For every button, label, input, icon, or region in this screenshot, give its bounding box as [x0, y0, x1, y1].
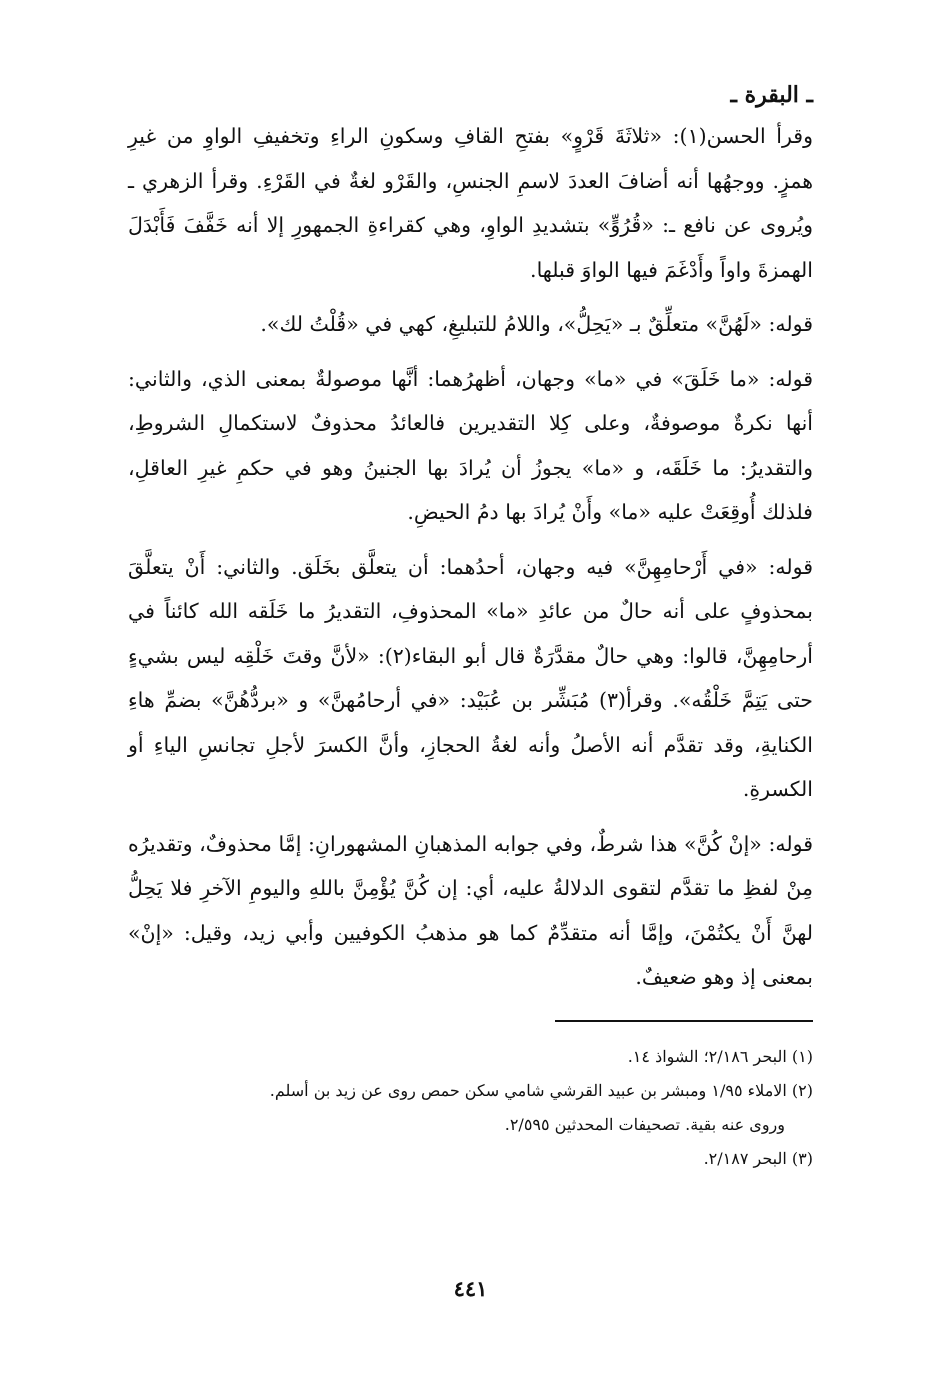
footnote-separator	[555, 1020, 813, 1022]
paragraph-1: وقرأ الحسن(١): «ثلاثَةَ قَرْوٍ» بفتحِ القافِ وسكونِ الراءِ وتخفيفِ الواوِ من غيرِ همزٍ. ووجهُها أنه أضافَ العددَ لاسمِ الجنسِ، والقَرْو لغةٌ في القَرْءِ. وقرأ الزهري ـ ويُروى عن نافع ـ: «قُرُوٍّ» بتشديدِ الواوِ، وهي كقراءةِ الجمهورِ إلا أنه خَفَّفَ فَأَبْدَلَ الهمزةَ واواً وأَدْغَمَ فيها الواوَ قبلها.	[128, 124, 813, 282]
page-number: ٤٤١	[453, 1276, 488, 1301]
running-header: ـ البقرة ـ	[730, 82, 813, 108]
footnote-2-text: (٢) الاملاء ١/٩٥ ومبشر بن عبيد القرشي شامي سكن حمص روى عن زيد بن أسلم.	[269, 1080, 813, 1100]
paragraph-4: قوله: «في أَرْحامِهِنَّ» فيه وجهان، أحدُهما: أن يتعلَّق بخَلَق. والثاني: أَنْ يتعلَّقَ بمحذوفٍ على أنه حالٌ من عائدِ «ما» المحذوفِ، التقديرُ ما خَلَقه الله كائناً في أرحامِهِنَّ، قالوا: وهي حالٌ مقدَّرَةٌ قال أبو البقاء(٢): «لأنَّ وقتَ خَلْقِه ليس بشيءٍ حتى يَتِمَّ خَلْقُه». وقرأ(٣) مُبَشِّر بن عُبَيْد: «في أرحامُهنَّ» و «بردُّهُنَّ» بضمِّ هاءِ الكنايةِ، وقد تقدَّم أنه الأصلُ وأنه لغةُ الحجازِ، وأنَّ الكسرَ لأجلِ تجانسِ الياءِ أو الكسرةِ.	[128, 554, 813, 801]
footnote-3: (٣) البحر ٢/١٨٧.	[703, 1148, 813, 1168]
footnote-2	[128, 1074, 813, 1142]
footnote-1: (١) البحر ٢/١٨٦؛ الشواذ ١٤.	[627, 1046, 813, 1066]
paragraph-5: قوله: «إنْ كُنَّ» هذا شرطٌ، وفي جوابه المذهبانِ المشهورانِ: إمَّا محذوفٌ، وتقديرُه مِنْ لفظِ ما تقدَّم لتقوى الدلالةُ عليه، أي: إن كُنَّ يُؤْمِنَّ باللهِ واليومِ الآخرِ فلا يَحِلُّ لهنَّ أَنْ يكتُمْنَ، وإمَّا أنه متقدِّمٌ كما هو مذهبُ الكوفيين وأبي زيد، وقيل: «إنْ» بمعنى إذ وهو ضعيفٌ.	[128, 831, 814, 989]
footnote-2-continuation: وروى عنه بقية. تصحيفات المحدثين ٢/٥٩٥.	[504, 1114, 785, 1134]
paragraph-2: قوله: «لَهُنَّ» متعلِّقٌ بـ «يَحِلُّ»، واللامُ للتبليغِ، كهي في «قُلْتُ لك».	[260, 312, 813, 336]
paragraph-3: قوله: «ما خَلَقَ» في «ما» وجهان، أظهرُهما: أنَّها موصولةٌ بمعنى الذي، والثاني: أنها نكرةٌ موصوفةٌ، وعلى كِلا التقديرين فالعائدُ محذوفٌ لاستكمالِ الشروطِ، والتقديرُ: ما خَلَقَه، و «ما» يجوزُ أن يُرادَ بها الجنينُ وهو في حكمِ غيرِ العاقلِ، فلذلك أُوقِعَتْ عليه «ما» وأَنْ يُرادَ بها دمُ الحيضِ.	[128, 366, 813, 524]
